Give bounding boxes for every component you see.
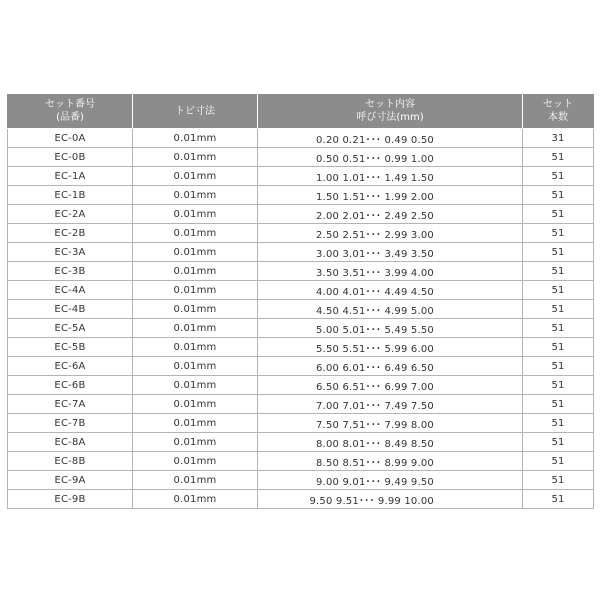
cell-set-number: EC-4B	[8, 300, 133, 319]
cell-contents: 6.50 6.51･･･ 6.99 7.00	[258, 376, 523, 395]
cell-pitch: 0.01mm	[133, 319, 258, 338]
table-row	[8, 262, 594, 281]
table-row	[8, 414, 594, 433]
header-pitch	[133, 94, 258, 129]
table-row	[8, 224, 594, 243]
cell-count: 51	[523, 490, 594, 509]
cell-contents: 3.00 3.01･･･ 3.49 3.50	[258, 243, 523, 262]
cell-set-number: EC-9B	[8, 490, 133, 509]
cell-pitch: 0.01mm	[133, 224, 258, 243]
cell-contents: 0.20 0.21･･･ 0.49 0.50	[258, 129, 523, 148]
cell-pitch: 0.01mm	[133, 471, 258, 490]
cell-count: 51	[523, 395, 594, 414]
header-pitch-line1: トビ寸法	[175, 105, 215, 117]
cell-pitch: 0.01mm	[133, 167, 258, 186]
cell-count: 51	[523, 300, 594, 319]
header-count-line1: セット	[543, 99, 573, 110]
table-row	[8, 395, 594, 414]
cell-pitch: 0.01mm	[133, 357, 258, 376]
table-row	[8, 186, 594, 205]
cell-pitch: 0.01mm	[133, 281, 258, 300]
cell-set-number: EC-0B	[8, 148, 133, 167]
cell-pitch: 0.01mm	[133, 395, 258, 414]
table-row	[8, 129, 594, 148]
cell-contents: 2.00 2.01･･･ 2.49 2.50	[258, 205, 523, 224]
cell-pitch: 0.01mm	[133, 148, 258, 167]
table-row	[8, 167, 594, 186]
cell-set-number: EC-4A	[8, 281, 133, 300]
cell-pitch: 0.01mm	[133, 205, 258, 224]
cell-pitch: 0.01mm	[133, 338, 258, 357]
header-set-number	[8, 94, 133, 129]
table-header	[8, 94, 594, 129]
header-row	[8, 94, 594, 129]
product-spec-table-container	[7, 94, 593, 509]
cell-set-number: EC-2A	[8, 205, 133, 224]
cell-set-number: EC-6A	[8, 357, 133, 376]
header-contents-line1: セット内容	[365, 99, 415, 110]
cell-set-number: EC-1B	[8, 186, 133, 205]
cell-count: 51	[523, 433, 594, 452]
cell-set-number: EC-8B	[8, 452, 133, 471]
cell-contents: 3.50 3.51･･･ 3.99 4.00	[258, 262, 523, 281]
cell-set-number: EC-3A	[8, 243, 133, 262]
cell-contents: 0.50 0.51･･･ 0.99 1.00	[258, 148, 523, 167]
cell-pitch: 0.01mm	[133, 376, 258, 395]
cell-pitch: 0.01mm	[133, 243, 258, 262]
table-row	[8, 471, 594, 490]
cell-contents: 7.00 7.01･･･ 7.49 7.50	[258, 395, 523, 414]
product-spec-table	[7, 94, 594, 509]
cell-contents: 5.00 5.01･･･ 5.49 5.50	[258, 319, 523, 338]
cell-contents: 8.00 8.01･･･ 8.49 8.50	[258, 433, 523, 452]
cell-count: 51	[523, 281, 594, 300]
cell-contents: 9.00 9.01･･･ 9.49 9.50	[258, 471, 523, 490]
header-count-line2: 本数	[548, 112, 568, 123]
cell-count: 51	[523, 167, 594, 186]
cell-count: 51	[523, 414, 594, 433]
header-set-number-line1: セット番号	[45, 99, 95, 110]
cell-set-number: EC-5A	[8, 319, 133, 338]
table-row	[8, 300, 594, 319]
cell-set-number: EC-7A	[8, 395, 133, 414]
cell-set-number: EC-5B	[8, 338, 133, 357]
cell-pitch: 0.01mm	[133, 490, 258, 509]
cell-count: 51	[523, 262, 594, 281]
cell-contents: 6.00 6.01･･･ 6.49 6.50	[258, 357, 523, 376]
header-contents	[258, 94, 523, 129]
table-row	[8, 205, 594, 224]
cell-contents: 9.50 9.51･･･ 9.99 10.00	[258, 490, 523, 509]
header-set-number-line2: (品番)	[56, 112, 84, 123]
cell-pitch: 0.01mm	[133, 300, 258, 319]
cell-contents: 1.50 1.51･･･ 1.99 2.00	[258, 186, 523, 205]
table-row	[8, 148, 594, 167]
header-contents-line2: 呼び寸法(mm)	[356, 112, 424, 123]
header-count	[523, 94, 594, 129]
cell-count: 51	[523, 319, 594, 338]
cell-pitch: 0.01mm	[133, 433, 258, 452]
cell-set-number: EC-0A	[8, 129, 133, 148]
cell-contents: 2.50 2.51･･･ 2.99 3.00	[258, 224, 523, 243]
cell-set-number: EC-1A	[8, 167, 133, 186]
table-row	[8, 452, 594, 471]
cell-pitch: 0.01mm	[133, 129, 258, 148]
table-row	[8, 243, 594, 262]
cell-contents: 8.50 8.51･･･ 8.99 9.00	[258, 452, 523, 471]
table-row	[8, 319, 594, 338]
cell-count: 51	[523, 148, 594, 167]
cell-set-number: EC-9A	[8, 471, 133, 490]
cell-count: 51	[523, 186, 594, 205]
cell-count: 51	[523, 338, 594, 357]
cell-set-number: EC-3B	[8, 262, 133, 281]
table-row	[8, 281, 594, 300]
cell-set-number: EC-2B	[8, 224, 133, 243]
table-row	[8, 376, 594, 395]
cell-count: 51	[523, 224, 594, 243]
table-row	[8, 433, 594, 452]
cell-count: 51	[523, 357, 594, 376]
cell-contents: 7.50 7.51･･･ 7.99 8.00	[258, 414, 523, 433]
cell-set-number: EC-6B	[8, 376, 133, 395]
cell-pitch: 0.01mm	[133, 452, 258, 471]
cell-pitch: 0.01mm	[133, 262, 258, 281]
cell-contents: 4.50 4.51･･･ 4.99 5.00	[258, 300, 523, 319]
cell-count: 51	[523, 205, 594, 224]
cell-count: 51	[523, 471, 594, 490]
cell-contents: 4.00 4.01･･･ 4.49 4.50	[258, 281, 523, 300]
cell-pitch: 0.01mm	[133, 186, 258, 205]
table-row	[8, 490, 594, 509]
cell-set-number: EC-8A	[8, 433, 133, 452]
cell-contents: 1.00 1.01･･･ 1.49 1.50	[258, 167, 523, 186]
cell-count: 51	[523, 243, 594, 262]
table-row	[8, 338, 594, 357]
cell-pitch: 0.01mm	[133, 414, 258, 433]
cell-count: 51	[523, 452, 594, 471]
table-row	[8, 357, 594, 376]
cell-contents: 5.50 5.51･･･ 5.99 6.00	[258, 338, 523, 357]
table-body	[8, 129, 594, 509]
cell-count: 51	[523, 376, 594, 395]
cell-set-number: EC-7B	[8, 414, 133, 433]
cell-count: 31	[523, 129, 594, 148]
